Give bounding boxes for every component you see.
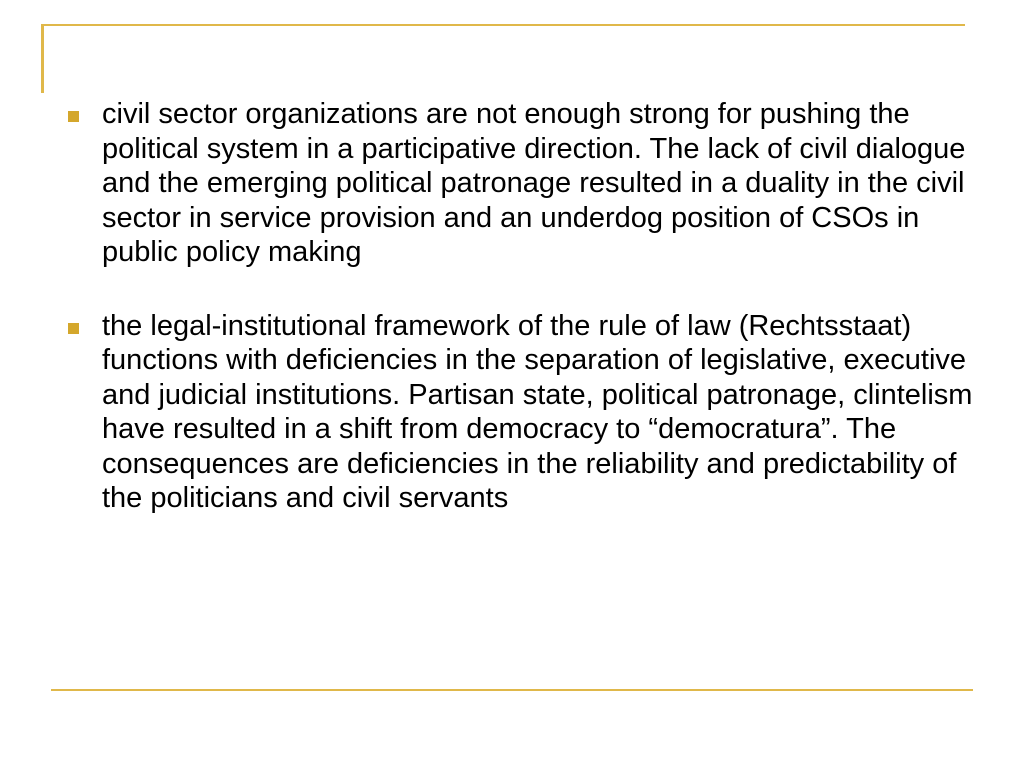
bottom-horizontal-rule [51,689,973,691]
bullet-text: civil sector organizations are not enough strong for pushing the political system in a participative direction. The lack of civil dialogue and the emerging political patronage resulted in a duality in the civil sector in service provision and an underdog position of CSOs in public policy making [102,98,966,268]
bullet-text: the legal-institutional framework of the rule of law (Rechtsstaat) functions with deficiencies in the separation of legislative, executive and judicial institutions. Partisan state, political patronage, clintelism have resulted in a shift from democracy to “democratura”. The consequences are deficiencies in the reliability and predictability of the politicians and civil servants [102,309,973,514]
bullet-item [60,309,980,516]
square-bullet-icon [68,323,79,334]
top-horizontal-rule [41,24,965,26]
top-vertical-rule [41,25,44,93]
bullet-list [60,97,980,516]
square-bullet-icon [68,111,79,122]
bullet-item [60,97,980,270]
